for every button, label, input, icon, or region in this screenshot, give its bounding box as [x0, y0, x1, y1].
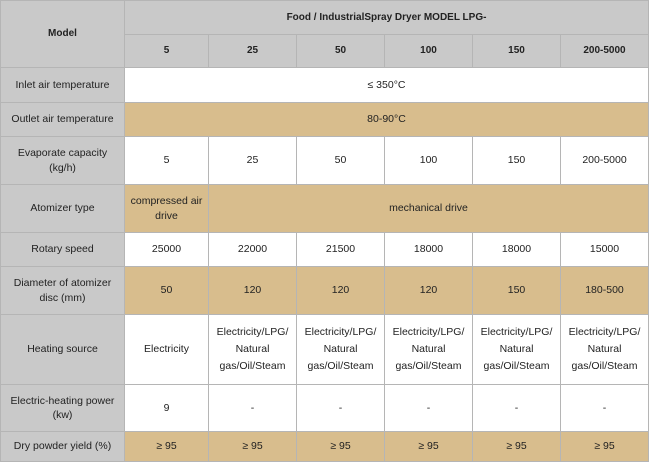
cell: 25000	[125, 233, 209, 267]
cell: 150	[473, 137, 561, 185]
cell: ≥ 95	[473, 432, 561, 462]
row-heating	[1, 315, 649, 385]
cell: Electricity/LPG/ Natural gas/Oil/Steam	[385, 315, 473, 385]
cell: 50	[297, 137, 385, 185]
cell: ≥ 95	[209, 432, 297, 462]
row-label: Diameter of atomizer disc (mm)	[1, 267, 125, 315]
cell: mechanical drive	[209, 185, 649, 233]
cell: 9	[125, 385, 209, 432]
cell: 120	[297, 267, 385, 315]
cell: 180-500	[561, 267, 649, 315]
cell: 18000	[473, 233, 561, 267]
cell: 200-5000	[561, 137, 649, 185]
row-diameter	[1, 267, 649, 315]
cell: ≥ 95	[385, 432, 473, 462]
row-label: Electric-heating power (kw)	[1, 385, 125, 432]
model-col: 25	[209, 35, 297, 68]
model-col: 50	[297, 35, 385, 68]
cell: 150	[473, 267, 561, 315]
cell: 80-90°C	[125, 103, 649, 137]
row-atomizer	[1, 185, 649, 233]
model-col: 100	[385, 35, 473, 68]
cell: Electricity/LPG/ Natural gas/Oil/Steam	[473, 315, 561, 385]
model-header: Model	[1, 1, 125, 68]
row-label: Dry powder yield (%)	[1, 432, 125, 462]
cell: -	[473, 385, 561, 432]
row-label: Rotary speed	[1, 233, 125, 267]
model-col: 5	[125, 35, 209, 68]
table-title: Food / IndustrialSpray Dryer MODEL LPG-	[125, 1, 649, 35]
cell: compressed air drive	[125, 185, 209, 233]
cell: Electricity/LPG/ Natural gas/Oil/Steam	[561, 315, 649, 385]
cell: 120	[385, 267, 473, 315]
cell: -	[209, 385, 297, 432]
cell: ≥ 95	[125, 432, 209, 462]
row-inlet	[1, 68, 649, 103]
cell: ≥ 95	[297, 432, 385, 462]
row-evaporate	[1, 137, 649, 185]
cell: -	[385, 385, 473, 432]
cell: 120	[209, 267, 297, 315]
cell: 100	[385, 137, 473, 185]
cell: 21500	[297, 233, 385, 267]
row-yield	[1, 432, 649, 462]
row-label: Heating source	[1, 315, 125, 385]
cell: 22000	[209, 233, 297, 267]
row-outlet	[1, 103, 649, 137]
model-col: 200-5000	[561, 35, 649, 68]
cell: Electricity/LPG/ Natural gas/Oil/Steam	[209, 315, 297, 385]
cell: -	[297, 385, 385, 432]
cell: 50	[125, 267, 209, 315]
cell: ≤ 350°C	[125, 68, 649, 103]
row-power	[1, 385, 649, 432]
cell: ≥ 95	[561, 432, 649, 462]
cell: 25	[209, 137, 297, 185]
row-rotary	[1, 233, 649, 267]
model-col: 150	[473, 35, 561, 68]
cell: 5	[125, 137, 209, 185]
row-label: Outlet air temperature	[1, 103, 125, 137]
row-label: Evaporate capacity (kg/h)	[1, 137, 125, 185]
row-label: Atomizer type	[1, 185, 125, 233]
cell: Electricity/LPG/ Natural gas/Oil/Steam	[297, 315, 385, 385]
cell: Electricity	[125, 315, 209, 385]
row-label: Inlet air temperature	[1, 68, 125, 103]
cell: 15000	[561, 233, 649, 267]
cell: -	[561, 385, 649, 432]
cell: 18000	[385, 233, 473, 267]
